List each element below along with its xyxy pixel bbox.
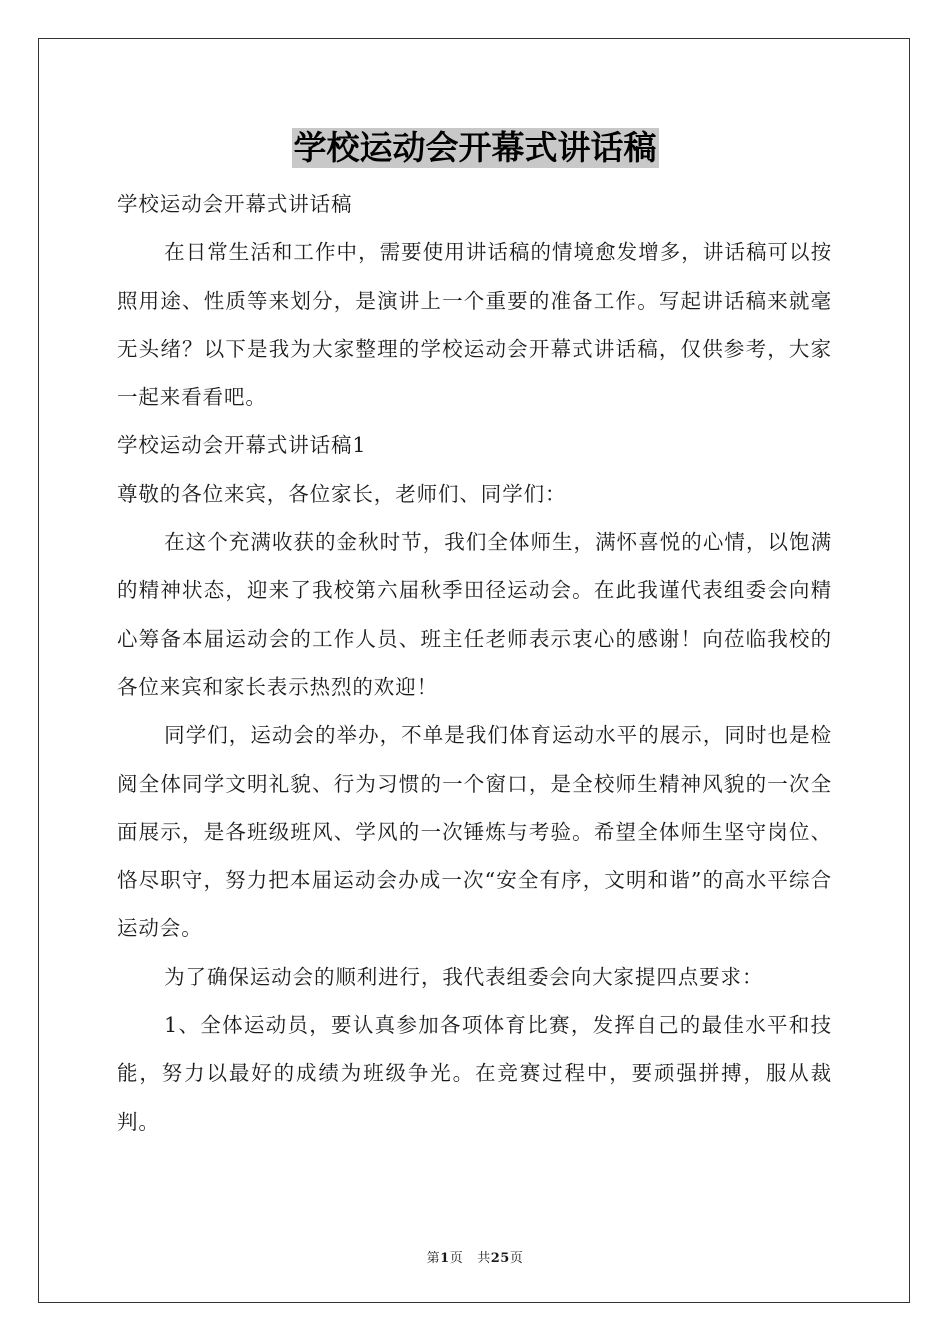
footer-total-prefix: 共 <box>477 1251 491 1266</box>
requirement-item: 1、全体运动员，要认真参加各项体育比赛，发挥自己的最佳水平和技能，努力以最好的成绩为班级争光。在竞赛过程中，要顽强拼搏，服从裁判。 <box>117 1013 832 1134</box>
title-container <box>0 128 950 168</box>
footer-total-suffix: 页 <box>509 1251 524 1266</box>
salutation: 尊敬的各位来宾，各位家长，老师们、同学们： <box>117 481 567 506</box>
section-heading: 学校运动会开幕式讲话稿1 <box>117 433 367 458</box>
document-title: 学校运动会开幕式讲话稿 <box>293 128 657 167</box>
footer-page-prefix: 第 <box>426 1251 441 1266</box>
document-body <box>117 180 832 1146</box>
page-footer <box>0 1247 950 1266</box>
footer-page-total: 25 <box>490 1251 510 1266</box>
body-paragraph: 在这个充满收获的金秋时节，我们全体师生，满怀喜悦的心情，以饱满的精神状态，迎来了我校第六届秋季田径运动会。在此我谨代表组委会向精心筹备本届运动会的工作人员、班主任老师表示衷心的感谢！向莅临我校的各位来宾和家长表示热烈的欢迎！ <box>117 530 832 699</box>
footer-page-suffix: 页 <box>449 1251 464 1266</box>
intro-paragraph: 在日常生活和工作中，需要使用讲话稿的情境愈发增多，讲话稿可以按照用途、性质等来划分，是演讲上一个重要的准备工作。写起讲话稿来就毫无头绪？以下是我为大家整理的学校运动会开幕式讲话稿，仅供参考，大家一起来看看吧。 <box>117 240 832 410</box>
body-paragraph: 同学们，运动会的举办，不单是我们体育运动水平的展示，同时也是检阅全体同学文明礼貌、行为习惯的一个窗口，是全校师生精神风貌的一次全面展示，是各班级班风、学风的一次锤炼与考验。希望全体师生坚守岗位、恪尽职守，努力把本届运动会办成一次“安全有序，文明和谐”的高水平综合运动会。 <box>117 723 832 941</box>
footer-page-current: 1 <box>440 1251 450 1266</box>
body-paragraph: 为了确保运动会的顺利进行，我代表组委会向大家提四点要求： <box>164 964 764 989</box>
subtitle-line: 学校运动会开幕式讲话稿 <box>117 192 353 216</box>
